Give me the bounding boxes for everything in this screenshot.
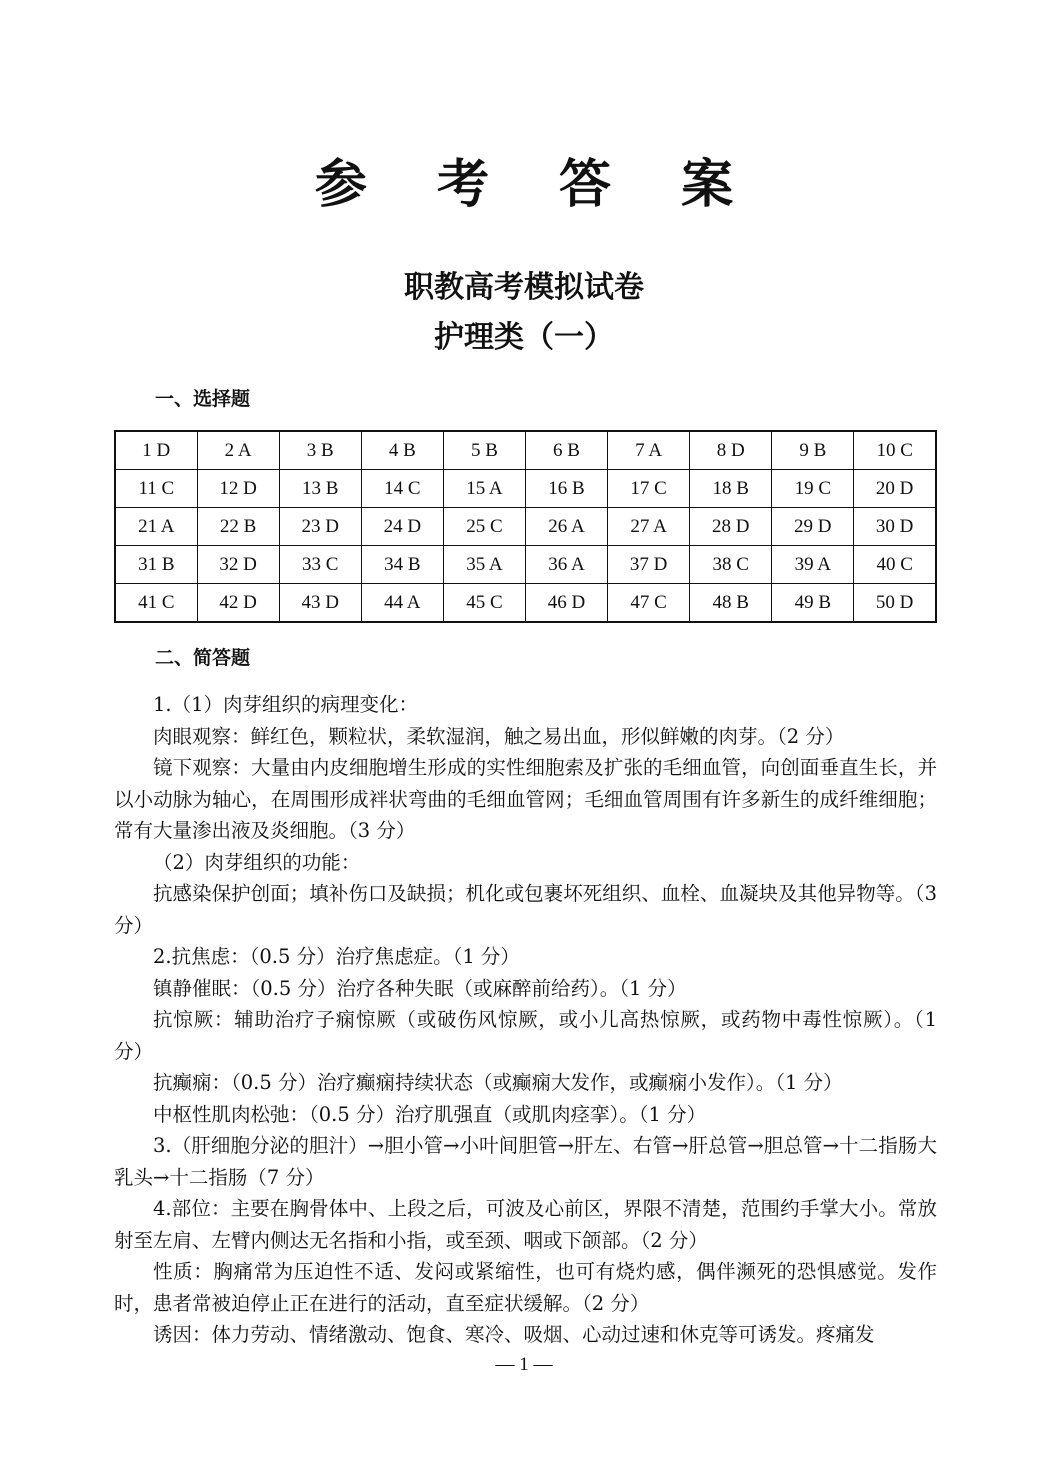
paragraph: 肉眼观察：鲜红色，颗粒状，柔软湿润，触之易出血，形似鲜嫩的肉芽。（2 分） [153, 724, 845, 748]
answer-cell: 18 B [690, 470, 772, 508]
paragraph: 抗惊厥：辅助治疗子痫惊厥（或破伤风惊厥，或小儿高热惊厥，或药物中毒性惊厥）。（1 分） [114, 1008, 937, 1063]
answer-cell: 37 D [608, 546, 690, 584]
answer-cell: 2 A [197, 431, 279, 470]
answer-cell: 22 B [197, 508, 279, 546]
answer-cell: 32 D [197, 546, 279, 584]
answer-cell: 30 D [854, 508, 936, 546]
paragraph: （2）肉芽组织的功能： [153, 850, 361, 874]
paragraph: 中枢性肌肉松弛：（0.5 分）治疗肌强直（或肌肉痉挛）。（1 分） [153, 1102, 707, 1126]
answer-cell: 12 D [197, 470, 279, 508]
answer-cell: 10 C [854, 431, 936, 470]
paragraph: 诱因：体力劳动、情绪激动、饱食、寒冷、吸烟、心动过速和休克等可诱发。疼痛发 [153, 1323, 875, 1346]
answer-cell: 41 C [115, 584, 197, 623]
paragraph: 1.（1）肉芽组织的病理变化： [153, 693, 419, 716]
answer-table [114, 430, 937, 623]
answer-cell: 39 A [772, 546, 854, 584]
answer-cell: 5 B [443, 431, 525, 470]
paragraph: 抗癫痫：（0.5 分）治疗癫痫持续状态（或癫痫大发作，或癫痫小发作）。（1 分） [153, 1071, 843, 1094]
answer-cell: 35 A [443, 546, 525, 584]
answer-cell: 45 C [443, 584, 525, 623]
answer-cell: 48 B [690, 584, 772, 623]
paragraph: 2.抗焦虑：（0.5 分）治疗焦虑症。（1 分） [153, 945, 520, 968]
answer-row [115, 470, 936, 508]
answer-cell: 3 B [279, 431, 361, 470]
answer-cell: 38 C [690, 546, 772, 584]
answer-cell: 31 B [115, 546, 197, 584]
answer-cell: 9 B [772, 431, 854, 470]
answer-cell: 4 B [361, 431, 443, 470]
answer-cell: 28 D [690, 508, 772, 546]
exam-title: 职教高考模拟试卷 [404, 270, 644, 305]
answer-cell: 21 A [115, 508, 197, 546]
answer-cell: 26 A [525, 508, 607, 546]
section-short-answer-heading: 二、简答题 [155, 647, 251, 669]
answer-row [115, 431, 936, 470]
answer-cell: 17 C [608, 470, 690, 508]
answer-cell: 14 C [361, 470, 443, 508]
exam-subtitle: 护理类（一） [434, 320, 614, 355]
answer-cell: 23 D [279, 508, 361, 546]
paragraph: 4.部位：主要在胸骨体中、上段之后，可波及心前区，界限不清楚，范围约手掌大小。常放射至左肩、左臂内侧达无名指和小指，或至颈、咽或下颌部。（2 分） [114, 1197, 937, 1252]
section-choice-heading: 一、选择题 [155, 388, 251, 410]
answer-cell: 42 D [197, 584, 279, 623]
answer-cell: 25 C [443, 508, 525, 546]
paragraph: 镇静催眠：（0.5 分）治疗各种失眠（或麻醉前给药）。（1 分） [153, 976, 687, 1000]
answer-row [115, 546, 936, 584]
answer-cell: 36 A [525, 546, 607, 584]
paragraph: 镜下观察：大量由内皮细胞增生形成的实性细胞索及扩张的毛细血管，向创面垂直生长，并以小动脉为轴心，在周围形成袢状弯曲的毛细血管网；毛细血管周围有许多新生的成纤维细胞；常有大量渗出液及炎细胞。（3 分） [114, 756, 937, 842]
answer-cell: 1 D [115, 431, 197, 470]
paragraph: 抗感染保护创面；填补伤口及缺损；机化或包裹坏死组织、血栓、血凝块及其他异物等。（3 分） [114, 882, 937, 937]
answer-row [115, 584, 936, 623]
paragraph: 性质：胸痛常为压迫性不适、发闷或紧缩性，也可有烧灼感，偶伴濒死的恐惧感觉。发作时，患者常被迫停止正在进行的活动，直至症状缓解。（2 分） [114, 1260, 937, 1315]
answer-cell: 47 C [608, 584, 690, 623]
answer-cell: 13 B [279, 470, 361, 508]
answer-cell: 33 C [279, 546, 361, 584]
answer-cell: 49 B [772, 584, 854, 623]
answer-cell: 24 D [361, 508, 443, 546]
answer-cell: 19 C [772, 470, 854, 508]
answer-cell: 16 B [525, 470, 607, 508]
answer-cell: 6 B [525, 431, 607, 470]
answer-cell: 11 C [115, 470, 197, 508]
short-answer-body [114, 689, 937, 1351]
page-number: — 1 — [495, 1354, 553, 1375]
answer-cell: 27 A [608, 508, 690, 546]
answer-cell: 29 D [772, 508, 854, 546]
page-title: 参 考 答 案 [314, 155, 760, 215]
answer-cell: 34 B [361, 546, 443, 584]
answer-cell: 7 A [608, 431, 690, 470]
paragraph: 3.（肝细胞分泌的胆汁）→胆小管→小叶间胆管→肝左、右管→肝总管→胆总管→十二指肠大乳头→十二指肠（7 分） [114, 1134, 937, 1189]
answer-cell: 50 D [854, 584, 936, 623]
answer-cell: 8 D [690, 431, 772, 470]
answer-cell: 40 C [854, 546, 936, 584]
answer-cell: 15 A [443, 470, 525, 508]
answer-cell: 46 D [525, 584, 607, 623]
answer-cell: 44 A [361, 584, 443, 623]
answer-row [115, 508, 936, 546]
answer-cell: 43 D [279, 584, 361, 623]
answer-cell: 20 D [854, 470, 936, 508]
